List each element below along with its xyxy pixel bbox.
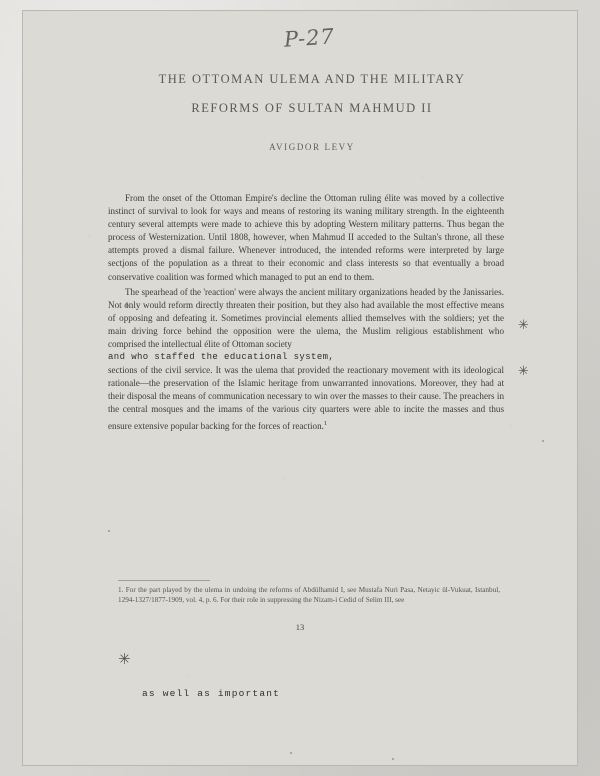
- footnote-reference: 1: [323, 419, 328, 427]
- paragraph-2: [108, 286, 504, 433]
- author-name: AVIGDOR LEVY: [269, 142, 355, 152]
- footnote-text: 1. For the part played by the ulema in undoing the reforms of Abdülhamid I, see Mustafa Nuri Pasa, Netayic ül-Vukuat, Istanbul, 1294-1327/1877-1909, vol. 4, p. 6. For their role in suppressing the Nizam-i Cedid of Selim III, see: [118, 586, 500, 605]
- handwritten-page-id: P-27: [283, 24, 336, 52]
- scan-speck: [392, 758, 394, 760]
- paragraph-2-part-1: The spearhead of the 'reaction' were always the ancient military organizations headed by the Janissaries. Not only would reform directly threaten their position, but they also had available the most effective means of opposing and defeating it. Sometimes provincial elements allied themselves with the soldiers; yet the main driving force behind the opposition were the ulema, the Muslim religious establishment who comprised the intellectual élite of Ottoman society: [108, 286, 504, 350]
- page-title-line-2: REFORMS OF SULTAN MAHMUD II: [191, 101, 433, 115]
- scan-speck: [542, 440, 544, 442]
- footnote-block: [118, 580, 500, 605]
- typewritten-margin-note: as well as important: [142, 688, 281, 699]
- paragraph-1: From the onset of the Ottoman Empire's decline the Ottoman ruling élite was moved by a collective instinct of survival to look for ways and means of restoring its waning military strength. In the eighteenth century several attempts were made to achieve this by adopting Western military patterns. Thus began the process of Westernization. Until 1808, however, when Mahmud II acceded to the Sultan's throne, all these attempts proved a dismal failure. Whenever introduced, the intended reforms were interpreted by large sections of the population as a threat to their economic and class interests so that eventually a broad conservative coalition was formed which managed to put an end to them.: [108, 193, 504, 282]
- scan-speck: [108, 530, 110, 532]
- body-text: [108, 192, 504, 435]
- asterisk-annotation-icon: ✳: [118, 650, 131, 668]
- paragraph-2-part-2: sections of the civil service. It was the ulema that provided the reactionary movement with its ideological rationale—the preservation of the Islamic heritage from unwarranted innovations. Moreover, they had at their disposal the means of communication necessary to win over the masses to their cause. The preachers in the central mosques and the imams of the various city quarters were able to incite the masses and thus ensure extensive popular backing for the forces of reaction.: [108, 365, 504, 431]
- page-title-line-1: THE OTTOMAN ULEMA AND THE MILITARY: [158, 72, 466, 86]
- asterisk-annotation-icon: ✳: [518, 364, 529, 379]
- page-number: 13: [295, 622, 305, 632]
- typewritten-insertion-1: and who staffed the educational system,: [108, 352, 335, 363]
- footnote-divider: [118, 580, 210, 581]
- document-sheet: [22, 10, 578, 766]
- scan-speck: [290, 752, 292, 754]
- asterisk-annotation-icon: ✳: [518, 318, 529, 333]
- title-block: [92, 72, 532, 152]
